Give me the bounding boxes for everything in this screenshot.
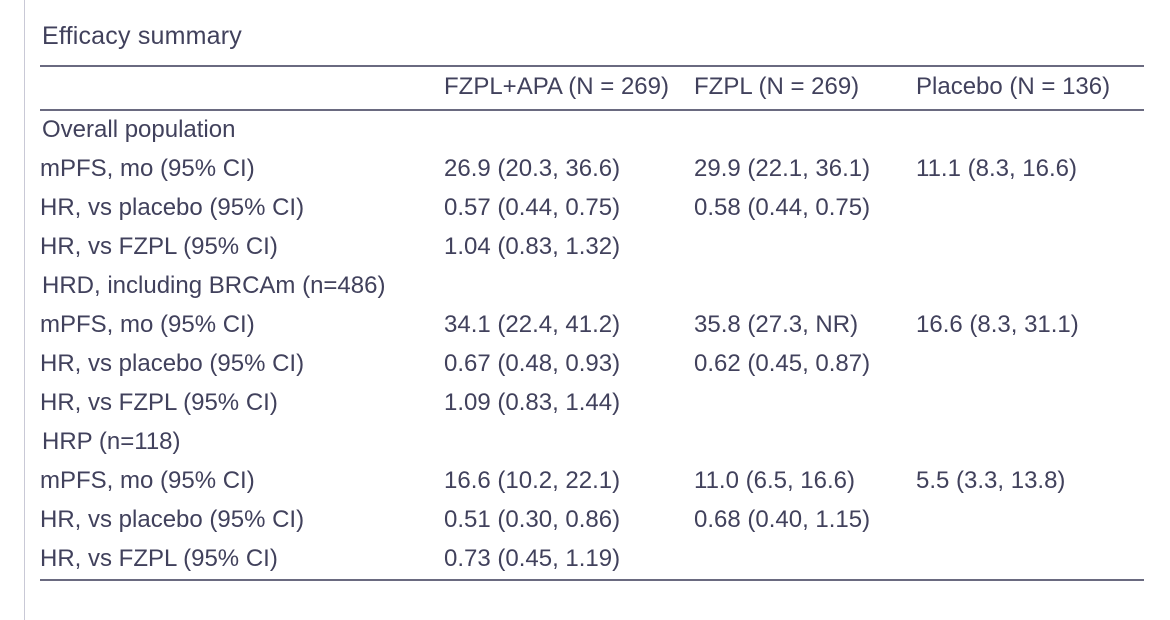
- row-value-fzpl: 35.8 (27.3, NR): [694, 311, 859, 338]
- row-value-fzpl: 0.62 (0.45, 0.87): [694, 350, 871, 377]
- row-value-fzpl-apa: 34.1 (22.4, 41.2): [444, 311, 621, 338]
- table-row: [40, 267, 1144, 306]
- column-header-blank: [40, 66, 444, 110]
- row-label: mPFS, mo (95% CI): [40, 467, 255, 494]
- row-value-placebo: [916, 110, 1144, 150]
- table-row: [40, 150, 1144, 189]
- row-value-placebo: [916, 423, 1144, 462]
- row-value-fzpl: [694, 267, 916, 306]
- row-value-fzpl-apa: 0.73 (0.45, 1.19): [444, 540, 694, 580]
- row-value-fzpl-apa: 0.57 (0.44, 0.75): [444, 194, 621, 221]
- row-label: HR, vs placebo (95% CI): [40, 194, 305, 221]
- row-value-fzpl: [694, 228, 916, 267]
- row-label: HR, vs FZPL (95% CI): [40, 233, 278, 260]
- row-value-fzpl: [694, 110, 916, 150]
- row-label: HR, vs FZPL (95% CI): [40, 389, 278, 416]
- row-value-fzpl-apa: [444, 423, 694, 462]
- table-caption: Efficacy summary: [42, 22, 243, 50]
- table-row: [40, 462, 1144, 501]
- column-header-fzpl-apa: FZPL+APA (N = 269): [444, 66, 694, 110]
- row-value-placebo: [916, 345, 1144, 384]
- column-header-placebo: Placebo (N = 136): [916, 66, 1144, 110]
- table-row: [40, 228, 1144, 267]
- row-value-fzpl: [694, 423, 916, 462]
- row-label: HR, vs FZPL (95% CI): [40, 540, 444, 580]
- row-value-fzpl: 0.68 (0.40, 1.15): [694, 506, 871, 533]
- row-value-placebo: [916, 189, 1144, 228]
- page-left-rule: [24, 0, 25, 620]
- table-row: [40, 306, 1144, 345]
- row-value-placebo: [916, 228, 1144, 267]
- table-row: [40, 189, 1144, 228]
- table-row: [40, 384, 1144, 423]
- row-value-fzpl: 11.0 (6.5, 16.6): [694, 467, 855, 494]
- row-value-fzpl: 0.58 (0.44, 0.75): [694, 194, 871, 221]
- row-value-fzpl: [694, 540, 916, 580]
- row-value-fzpl-apa: 16.6 (10.2, 22.1): [444, 467, 621, 494]
- row-value-placebo: [916, 267, 1144, 306]
- row-label: HRD, including BRCAm (n=486): [42, 272, 386, 299]
- row-value-fzpl: [694, 384, 916, 423]
- table-row: [40, 110, 1144, 150]
- row-value-placebo: [916, 540, 1144, 580]
- table-header-row: [40, 66, 1144, 110]
- row-value-placebo: [916, 384, 1144, 423]
- row-value-fzpl-apa: 1.09 (0.83, 1.44): [444, 389, 621, 416]
- table-body: [40, 110, 1144, 580]
- row-value-placebo: 16.6 (8.3, 31.1): [916, 311, 1079, 338]
- row-label: mPFS, mo (95% CI): [40, 311, 255, 338]
- table-row: [40, 423, 1144, 462]
- table-row: [40, 540, 1144, 580]
- column-header-fzpl: FZPL (N = 269): [694, 66, 916, 110]
- row-value-fzpl-apa: [444, 110, 694, 150]
- row-label: HR, vs placebo (95% CI): [40, 350, 305, 377]
- row-value-fzpl-apa: [444, 267, 694, 306]
- efficacy-summary-table: [40, 65, 1144, 581]
- table-header: [40, 66, 1144, 110]
- row-label: HR, vs placebo (95% CI): [40, 506, 305, 533]
- row-value-fzpl: 29.9 (22.1, 36.1): [694, 155, 871, 182]
- row-label: mPFS, mo (95% CI): [40, 155, 255, 182]
- row-label: HRP (n=118): [42, 428, 181, 455]
- row-value-placebo: 11.1 (8.3, 16.6): [916, 155, 1077, 182]
- row-value-placebo: 5.5 (3.3, 13.8): [916, 467, 1066, 494]
- row-value-fzpl-apa: 0.67 (0.48, 0.93): [444, 350, 621, 377]
- table-row: [40, 501, 1144, 540]
- row-label: Overall population: [42, 116, 236, 143]
- table-row: [40, 345, 1144, 384]
- row-value-placebo: [916, 501, 1144, 540]
- row-value-fzpl-apa: 0.51 (0.30, 0.86): [444, 506, 621, 533]
- row-value-fzpl-apa: 1.04 (0.83, 1.32): [444, 233, 621, 260]
- row-value-fzpl-apa: 26.9 (20.3, 36.6): [444, 155, 621, 182]
